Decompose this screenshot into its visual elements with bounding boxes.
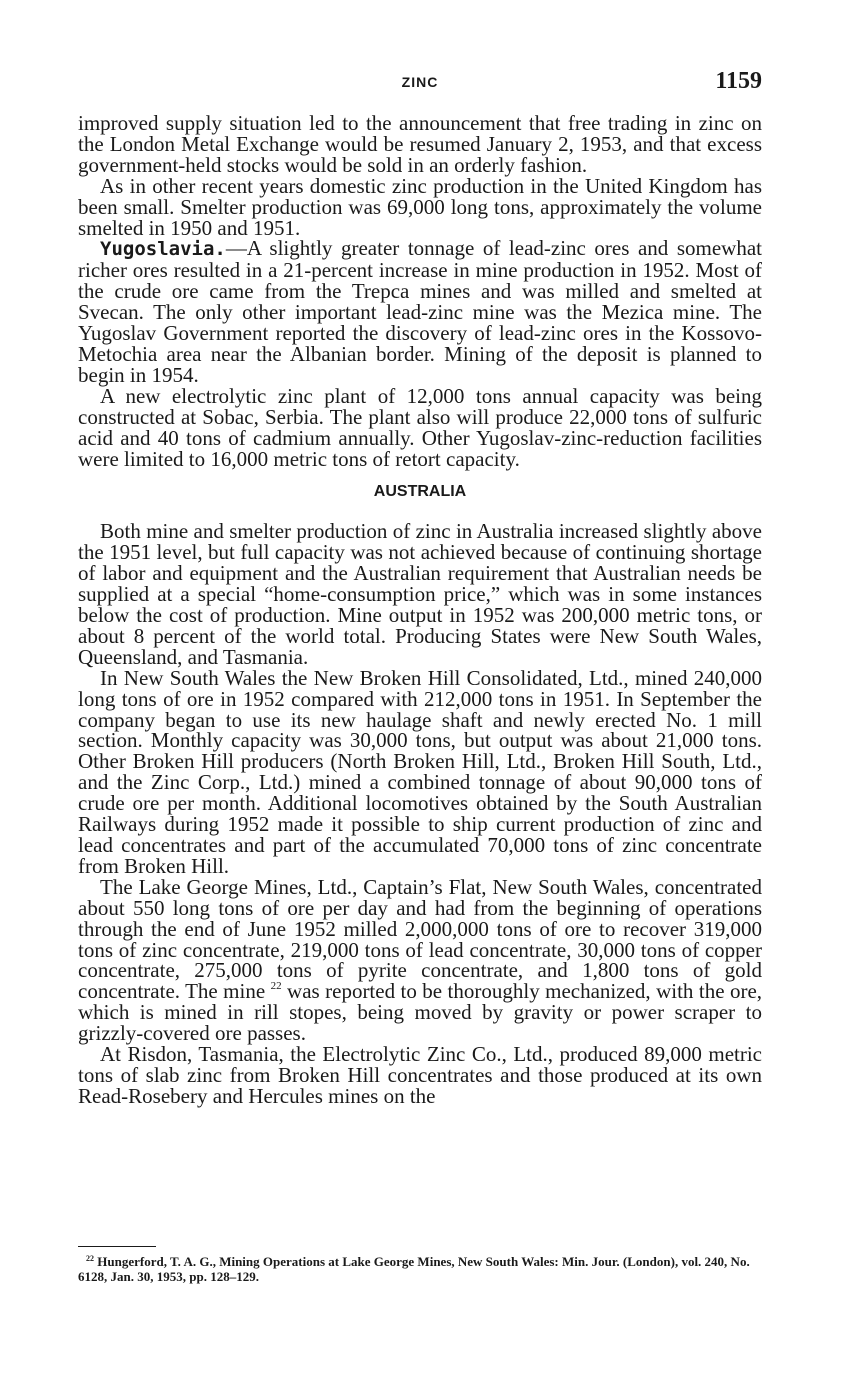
paragraph: At Risdon, Tasmania, the Electrolytic Zinc Co., Ltd., produced 89,000 metric tons of slab zinc from Broken Hill concentrates and those produced at its own Read-Rosebery and Hercules mines on the: [78, 1042, 762, 1108]
body-text: [78, 113, 762, 1107]
footnote-reference[interactable]: 22: [270, 980, 282, 993]
paragraph-text: The Lake George Mines, Ltd., Captain’s Flat, New South Wales, concentrated about 550 long tons of ore per day and had from the beginning of operations through the end of June 1952 milled 2,000,000 tons of ore to recover 319,000 tons of zinc concentrate, 219,000 tons of lead concentrate, 30,000 tons of copper concentrate, 275,000 tons of pyrite concentrate, and 1,800 tons of gold concentrate. The mine: [78, 874, 762, 1004]
run-in-heading: Yugoslavia.: [100, 238, 226, 261]
paragraph: As in other recent years domestic zinc production in the United Kingdom has been small. Smelter production was 69,000 long tons, approximately the volume smelted in 1950 and 1951.: [78, 173, 762, 240]
footnote-marker: 22: [86, 1254, 94, 1263]
paragraph-text: —A slightly greater tonnage of lead-zinc ores and somewhat richer ores resulted in a 21-percent increase in mine production in 1952. Most of the crude ore came from the Trepca mines and was milled and smelted at Svecan. The only other important lead-zinc mine was the Mezica mine. The Yugoslav Government reported the discovery of lead-zinc ores in the Kossovo-Metochia area near the Albanian border. Mining of the deposit is planned to begin in 1954.: [78, 236, 762, 387]
footnote-rule: [78, 1246, 156, 1247]
footnote-text: Hungerford, T. A. G., Mining Operations at Lake George Mines, New South Wales: Min. Jour. (London), vol. 240, No. 6128, Jan. 30, 1953, pp. 128–129.: [78, 1254, 750, 1284]
paragraph-lake-george: [78, 874, 763, 1046]
paragraph: In New South Wales the New Broken Hill Consolidated, Ltd., mined 240,000 long tons of ore in 1952 compared with 212,000 tons in 1951. In September the company began to use its new haulage shaft and newly erected No. 1 mill section. Monthly capacity was 30,000 tons, but output was about 21,000 tons. Other Broken Hill producers (North Broken Hill, Ltd., Broken Hill South, Ltd., and the Zinc Corp., Ltd.) mined a combined tonnage of about 90,000 tons of crude ore per month. Additional locomotives obtained by the South Australian Railways during 1952 made it possible to ship current production of zinc and lead concentrates and part of the accumulated 70,000 tons of zinc concentrate from Broken Hill.: [78, 665, 762, 878]
paragraph-yugoslavia: [78, 238, 762, 385]
paragraph-text: was reported to be thoroughly mechanized, with the ore, which is mined in rill stopes, being moved by gravity or power scraper to grizzly-covered ore passes.: [78, 979, 763, 1046]
paragraph: improved supply situation led to the announcement that free trading in zinc on the London Metal Exchange would be resumed January 2, 1953, and that excess government-held stocks would be sold in an orderly fashion.: [78, 111, 762, 177]
paragraph: A new electrolytic zinc plant of 12,000 tons annual capacity was being constructed at Sobac, Serbia. The plant also will produce 22,000 tons of sulfuric acid and 40 tons of cadmium annually. Other Yugoslav-zinc-reduction facilities were limited to 16,000 metric tons of retort capacity.: [78, 383, 762, 471]
running-header: [78, 68, 762, 98]
page-number: 1159: [715, 68, 762, 94]
section-heading: AUSTRALIA: [373, 483, 467, 501]
paragraph: Both mine and smelter production of zinc in Australia increased slightly above the 1951 level, but full capacity was not achieved because of continuing shortage of labor and equipment and the Australian requirement that Australian needs be supplied at a special “home-consumption price,” which was in some instances below the cost of production. Mine output in 1952 was 200,000 metric tons, or about 8 percent of the world total. Producing States were New South Wales, Queensland, and Tasmania.: [78, 519, 762, 669]
footnote: [78, 1254, 762, 1284]
running-title: ZINC: [401, 74, 439, 90]
